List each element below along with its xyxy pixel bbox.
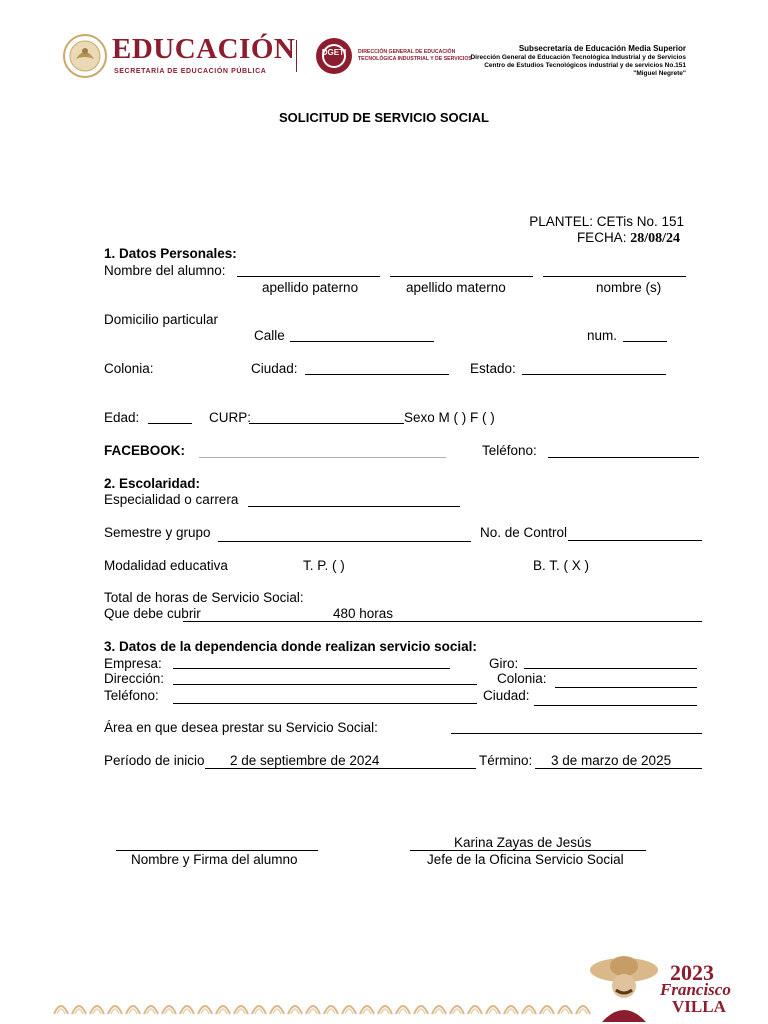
page-title: SOLICITUD DE SERVICIO SOCIAL — [279, 110, 489, 125]
dgeti-line-2: TECNOLÓGICA INDUSTRIAL Y DE SERVICIOS — [358, 56, 472, 62]
section-2-heading: 2. Escolaridad: — [104, 476, 201, 491]
edad-line[interactable] — [148, 423, 192, 424]
area-line[interactable] — [451, 733, 702, 734]
empresa-label: Empresa: — [104, 656, 162, 671]
header-right-line-2: Dirección General de Educación Tecnológica Industrial y de Servicios — [470, 54, 686, 61]
termino-value: 3 de marzo de 2025 — [551, 753, 672, 768]
ciudad-line[interactable] — [305, 374, 449, 375]
nombre-label: Nombre del alumno: — [104, 263, 226, 278]
header-right-line-1: Subsecretaría de Educación Media Superior — [518, 44, 686, 53]
villa-portrait-icon — [588, 950, 660, 1022]
domicilio-label: Domicilio particular — [104, 312, 219, 327]
estado-label: Estado: — [470, 361, 516, 376]
periodo-label: Período de inicio — [104, 753, 205, 768]
jefe-name: Karina Zayas de Jesús — [454, 835, 592, 850]
footer-year: 2023 — [670, 960, 714, 985]
dgeti-line-1: DIRECCIÓN GENERAL DE EDUCACIÓN — [358, 49, 456, 55]
inicio-value: 2 de septiembre de 2024 — [230, 753, 380, 768]
nombres-caption: nombre (s) — [596, 280, 662, 295]
especialidad-label: Especialidad o carrera — [104, 492, 239, 507]
fecha-label: FECHA: — [576, 230, 627, 245]
edad-label: Edad: — [104, 410, 140, 425]
ciudad-dep-label: Ciudad: — [483, 688, 530, 703]
area-label: Área en que desea prestar su Servicio Social: — [104, 720, 378, 735]
section-1-heading: 1. Datos Personales: — [104, 246, 237, 261]
jefe-signature-line — [410, 850, 646, 851]
curp-label: CURP: — [209, 410, 252, 425]
alumno-signature-caption: Nombre y Firma del alumno — [131, 852, 298, 867]
telefono-label: Teléfono: — [482, 443, 537, 458]
apellido-paterno-caption: apellido paterno — [262, 280, 359, 295]
plantel-label: PLANTEL: CETis No. 151 — [529, 214, 684, 229]
footer-name-2: VILLA — [672, 997, 726, 1016]
modalidad-label: Modalidad educativa — [104, 558, 228, 573]
horas-value: 480 horas — [333, 606, 394, 621]
section-3-heading: 3. Datos de la dependencia donde realizan servicio social: — [104, 639, 477, 654]
apellido-materno-line[interactable] — [390, 276, 533, 277]
bt-option[interactable]: B. T. ( X ) — [533, 558, 590, 573]
edu-subtitle: SECRETARÍA DE EDUCACIÓN PÚBLICA — [114, 68, 267, 75]
sexo-label: Sexo M ( ) F ( ) — [404, 410, 495, 425]
edu-title: EDUCACIÓN — [112, 33, 296, 65]
direccion-label: Dirección: — [104, 671, 165, 686]
ciudad-label: Ciudad: — [251, 361, 298, 376]
telefono-dep-label: Teléfono: — [104, 688, 159, 703]
giro-label: Giro: — [489, 656, 519, 671]
semestre-label: Semestre y grupo — [104, 525, 211, 540]
nombres-line[interactable] — [543, 276, 686, 277]
colonia-dep-label: Colonia: — [497, 671, 547, 686]
apellido-materno-caption: apellido materno — [406, 280, 506, 295]
mexico-seal-icon — [62, 33, 108, 79]
estado-line[interactable] — [522, 374, 666, 375]
fecha-row — [577, 230, 680, 247]
facebook-line[interactable] — [199, 457, 446, 458]
ciudad-dep-line[interactable] — [534, 705, 697, 706]
tp-option[interactable]: T. P. ( ) — [303, 558, 345, 573]
facebook-label: FACEBOOK: — [104, 443, 185, 458]
jefe-title: Jefe de la Oficina Servicio Social — [427, 852, 624, 867]
curp-line[interactable] — [249, 423, 404, 424]
num-label: num. — [587, 328, 618, 343]
decorative-border-pattern — [52, 996, 592, 1018]
header-divider — [296, 40, 297, 72]
termino-label: Término: — [479, 753, 533, 768]
dgeti-badge: DGETI — [321, 48, 347, 57]
control-line[interactable] — [568, 540, 702, 541]
calle-line[interactable] — [290, 341, 434, 342]
telefono-line[interactable] — [548, 457, 699, 458]
footer-name-1: Francisco — [660, 980, 731, 999]
cubrir-label: Que debe cubrir — [104, 606, 201, 621]
alumno-signature-line[interactable] — [116, 850, 318, 851]
giro-line[interactable] — [524, 668, 697, 669]
calle-label: Calle — [254, 328, 285, 343]
header-right-line-4: "Miguel Negrete" — [633, 70, 686, 77]
colonia-dep-line[interactable] — [555, 687, 697, 688]
cubrir-line[interactable] — [183, 621, 702, 622]
periodo-line[interactable] — [205, 768, 476, 769]
semestre-line[interactable] — [218, 541, 471, 542]
colonia-label: Colonia: — [104, 361, 154, 376]
especialidad-line[interactable] — [248, 506, 460, 507]
termino-line[interactable] — [535, 768, 702, 769]
total-horas-label: Total de horas de Servicio Social: — [104, 590, 304, 605]
apellido-paterno-line[interactable] — [237, 276, 380, 277]
header-right-line-3: Centro de Estudios Tecnológicos industrial y de servicios No.151 — [484, 62, 686, 69]
num-line[interactable] — [623, 341, 667, 342]
telefono-dep-line[interactable] — [173, 703, 477, 704]
fecha-value: 28/08/24 — [630, 231, 680, 246]
empresa-line[interactable] — [173, 668, 450, 669]
control-label: No. de Control — [480, 525, 568, 540]
direccion-line[interactable] — [173, 684, 477, 685]
